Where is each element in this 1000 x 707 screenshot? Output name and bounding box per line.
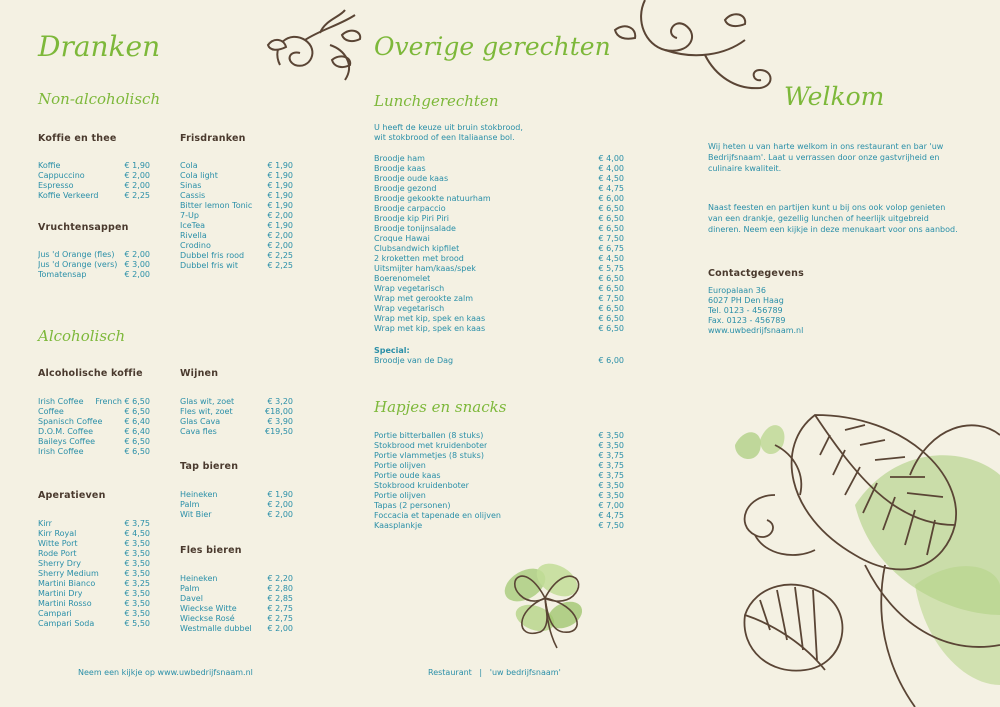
- list-item: [180, 510, 293, 520]
- list-item: [38, 161, 150, 171]
- item-price: € 3,50: [124, 589, 150, 598]
- item-name: Stokbrood kruidenboter: [374, 481, 469, 490]
- list-item: [374, 214, 624, 224]
- item-price: € 2,00: [267, 211, 293, 220]
- item-name: Wrap met kip, spek en kaas: [374, 314, 486, 323]
- item-name: Portie olijven: [374, 461, 426, 470]
- item-price: € 4,00: [598, 164, 624, 173]
- list-item: [38, 181, 150, 191]
- item-price: € 2,00: [124, 270, 150, 279]
- item-price: € 2,00: [267, 510, 293, 519]
- list-item: [38, 250, 150, 260]
- list-item: [374, 521, 624, 531]
- list-item: [180, 231, 293, 241]
- item-price: €19,50: [265, 427, 293, 436]
- wijnen-list: [180, 397, 293, 437]
- item-price: € 3,50: [598, 481, 624, 490]
- list-item: [180, 261, 293, 271]
- list-item: [38, 589, 150, 599]
- item-price: € 2,00: [267, 624, 293, 633]
- item-price: € 6,00: [598, 356, 624, 365]
- item-price: € 6,50: [598, 324, 624, 333]
- item-name: Baileys Coffee: [38, 437, 96, 446]
- welcome-line: Bedrijfsnaam'. Laat u verrassen door onze gastvrijheid en: [708, 153, 940, 162]
- list-item: [374, 194, 624, 204]
- item-name: Broodje gezond: [374, 184, 437, 193]
- item-price: € 1,90: [267, 161, 293, 170]
- item-price: € 2,00: [267, 241, 293, 250]
- item-price: € 2,20: [267, 574, 293, 583]
- list-item: [180, 624, 293, 634]
- item-name: Broodje oude kaas: [374, 174, 449, 183]
- feesten-line: Naast feesten en partijen kunt u bij ons ook volop genieten: [708, 203, 946, 212]
- contact-phone: Tel. 0123 - 456789: [708, 306, 783, 315]
- item-price: € 6,50: [598, 224, 624, 233]
- item-name: Wrap vegetarisch: [374, 284, 445, 293]
- item-name: Rivella: [180, 231, 207, 240]
- wijnen-heading: Wijnen: [180, 368, 219, 379]
- alcoholische-koffie-list: [38, 397, 150, 457]
- item-name: Palm: [180, 500, 200, 509]
- vruchtensappen-list: [38, 250, 150, 280]
- item-price: € 1,90: [267, 221, 293, 230]
- swirl-ornament-icon: [605, 0, 780, 105]
- item-name: Kirr: [38, 519, 52, 528]
- item-name: IceTea: [180, 221, 206, 230]
- list-item: [374, 154, 624, 164]
- list-item: [374, 224, 624, 234]
- item-name: Wrap met gerookte zalm: [374, 294, 474, 303]
- list-item: [374, 481, 624, 491]
- welkom-title: Welkom: [784, 82, 885, 111]
- item-name: Wrap met kip, spek en kaas: [374, 324, 486, 333]
- item-name: Koffie Verkeerd: [38, 191, 99, 200]
- list-item: [374, 184, 624, 194]
- list-item: [180, 211, 293, 221]
- list-item: [180, 574, 293, 584]
- list-item: [374, 234, 624, 244]
- list-item: [374, 294, 624, 304]
- item-price: € 3,50: [124, 569, 150, 578]
- item-name: Portie oude kaas: [374, 471, 441, 480]
- item-price: € 4,50: [598, 254, 624, 263]
- restaurant-footer: Restaurant | 'uw bedrijfsnaam': [428, 668, 561, 677]
- item-name: Jus 'd Orange (vers): [38, 260, 118, 269]
- item-name: Davel: [180, 594, 203, 603]
- item-name: Fles wit, zoet: [180, 407, 233, 416]
- item-name: Coffee: [38, 407, 64, 416]
- fles-bieren-list: [180, 574, 293, 634]
- lunch-intro-line: U heeft de keuze uit bruin stokbrood,: [374, 123, 523, 132]
- list-item: [374, 314, 624, 324]
- item-price: € 6,75: [598, 244, 624, 253]
- item-price: € 2,00: [267, 500, 293, 509]
- item-name: Heineken: [180, 574, 218, 583]
- contact-block: [708, 286, 803, 336]
- item-name: Campari: [38, 609, 72, 618]
- list-item: [38, 579, 150, 589]
- item-price: € 3,50: [124, 609, 150, 618]
- item-price: € 3,75: [598, 451, 624, 460]
- item-price: € 3,50: [598, 431, 624, 440]
- list-item: [374, 174, 624, 184]
- list-item: [374, 324, 624, 334]
- frisdranken-list: [180, 161, 293, 271]
- list-item: [38, 529, 150, 539]
- list-item: [38, 569, 150, 579]
- item-name: Tomatensap: [38, 270, 87, 279]
- item-name: Wieckse Rosé: [180, 614, 235, 623]
- list-item: [38, 599, 150, 609]
- aperatieven-heading: Aperatieven: [38, 490, 106, 501]
- item-price: € 3,50: [124, 559, 150, 568]
- item-name: Kirr Royal: [38, 529, 77, 538]
- item-name: 7-Up: [180, 211, 199, 220]
- item-name: Wit Bier: [180, 510, 212, 519]
- item-price: € 7,50: [598, 521, 624, 530]
- non-alcoholisch-heading: Non-alcoholisch: [38, 90, 161, 108]
- list-item: [38, 397, 150, 407]
- feesten-line: dineren. Neem een kijkje in deze menukaart voor ons aanbod.: [708, 225, 958, 234]
- item-name: Cola light: [180, 171, 218, 180]
- frisdranken-heading: Frisdranken: [180, 133, 246, 144]
- koffie-en-thee-heading: Koffie en thee: [38, 133, 117, 144]
- item-name: Croque Hawai: [374, 234, 430, 243]
- list-item: [374, 491, 624, 501]
- list-item: [180, 191, 293, 201]
- list-item: [180, 407, 293, 417]
- lunch-list: [374, 154, 624, 334]
- item-name: Broodje tonijnsalade: [374, 224, 456, 233]
- list-item: [374, 511, 624, 521]
- item-price: € 4,75: [598, 511, 624, 520]
- item-name: Dubbel fris rood: [180, 251, 245, 260]
- item-price: € 3,50: [598, 491, 624, 500]
- item-price: € 3,50: [124, 549, 150, 558]
- item-price: € 2,00: [124, 250, 150, 259]
- list-item: [180, 490, 293, 500]
- item-name: Glas wit, zoet: [180, 397, 235, 406]
- item-name: Cappuccino: [38, 171, 85, 180]
- item-name: Stokbrood met kruidenboter: [374, 441, 488, 450]
- item-price: € 7,50: [598, 294, 624, 303]
- item-price: € 2,75: [267, 614, 293, 623]
- vruchtensappen-heading: Vruchtensappen: [38, 222, 129, 233]
- fles-bieren-heading: Fles bieren: [180, 545, 242, 556]
- list-item: [180, 251, 293, 261]
- leaf-ornament-icon: [715, 385, 1000, 707]
- item-name: Cassis: [180, 191, 206, 200]
- list-item: [38, 191, 150, 201]
- item-price: € 2,75: [267, 604, 293, 613]
- hapjes-list: [374, 431, 624, 531]
- list-item: [374, 264, 624, 274]
- item-name: Sinas: [180, 181, 202, 190]
- item-price: € 4,00: [598, 154, 624, 163]
- list-item: [38, 609, 150, 619]
- list-item: [38, 619, 150, 629]
- list-item: [38, 260, 150, 270]
- list-item: [374, 441, 624, 451]
- item-name: 2 kroketten met brood: [374, 254, 464, 263]
- item-name: Broodje carpaccio: [374, 204, 446, 213]
- item-name: Portie olijven: [374, 491, 426, 500]
- list-item: [38, 549, 150, 559]
- item-name: Glas Cava: [180, 417, 221, 426]
- aperatieven-list: [38, 519, 150, 629]
- item-name: Bitter lemon Tonic: [180, 201, 253, 210]
- item-price: € 2,00: [124, 181, 150, 190]
- koffie-list: [38, 161, 150, 201]
- item-price: € 3,50: [124, 539, 150, 548]
- item-name: Martini Rosso: [38, 599, 92, 608]
- item-price: € 2,80: [267, 584, 293, 593]
- item-name: Crodino: [180, 241, 211, 250]
- list-item: [38, 539, 150, 549]
- list-item: [374, 451, 624, 461]
- item-name: Broodje van de Dag: [374, 356, 454, 365]
- item-name: Jus 'd Orange (fles): [38, 250, 115, 259]
- item-price: French € 6,50: [95, 397, 150, 406]
- alcoholisch-heading: Alcoholisch: [38, 327, 126, 345]
- item-price: € 2,00: [124, 171, 150, 180]
- item-name: Broodje gekookte natuurham: [374, 194, 491, 203]
- list-item: [374, 254, 624, 264]
- item-price: € 6,50: [124, 407, 150, 416]
- item-price: € 7,00: [598, 501, 624, 510]
- item-price: € 1,90: [267, 191, 293, 200]
- item-name: Dubbel fris wit: [180, 261, 239, 270]
- item-price: € 3,25: [124, 579, 150, 588]
- item-price: € 4,75: [598, 184, 624, 193]
- item-price: € 6,50: [598, 274, 624, 283]
- lunch-intro: [374, 123, 523, 143]
- list-item: [374, 274, 624, 284]
- item-name: Espresso: [38, 181, 74, 190]
- item-name: Irish Coffee: [38, 447, 84, 456]
- list-item: [374, 471, 624, 481]
- item-name: Wieckse Witte: [180, 604, 237, 613]
- item-name: Martini Dry: [38, 589, 83, 598]
- item-name: Irish Coffee: [38, 397, 84, 406]
- contact-website[interactable]: www.uwbedrijfsnaam.nl: [708, 326, 804, 335]
- list-item: [374, 431, 624, 441]
- item-price: € 5,50: [124, 619, 150, 628]
- special-block: [374, 346, 624, 366]
- lunchgerechten-heading: Lunchgerechten: [374, 92, 499, 110]
- item-name: Uitsmijter ham/kaas/spek: [374, 264, 476, 273]
- list-item: [374, 284, 624, 294]
- list-item: [374, 164, 624, 174]
- list-item: [180, 171, 293, 181]
- item-price: € 3,50: [598, 441, 624, 450]
- flower-ornament-icon: [495, 540, 595, 650]
- item-name: Rode Port: [38, 549, 77, 558]
- list-item: [374, 356, 624, 366]
- item-name: Clubsandwich kipfilet: [374, 244, 460, 253]
- item-price: € 6,50: [598, 304, 624, 313]
- contact-postcode: 6027 PH Den Haag: [708, 296, 784, 305]
- tap-bieren-list: [180, 490, 293, 520]
- item-price: € 1,90: [267, 201, 293, 210]
- list-item: [374, 204, 624, 214]
- contactgegevens-heading: Contactgegevens: [708, 268, 804, 279]
- list-item: [38, 171, 150, 181]
- item-price: € 3,75: [598, 461, 624, 470]
- item-name: Portie vlammetjes (8 stuks): [374, 451, 484, 460]
- list-item: [180, 397, 293, 407]
- list-item: [38, 270, 150, 280]
- list-item: [374, 244, 624, 254]
- list-item: [38, 437, 150, 447]
- item-price: € 1,90: [124, 161, 150, 170]
- tap-bieren-heading: Tap bieren: [180, 461, 239, 472]
- item-name: Campari Soda: [38, 619, 95, 628]
- item-price: € 2,00: [267, 231, 293, 240]
- list-item: [180, 417, 293, 427]
- item-name: Boerenomelet: [374, 274, 431, 283]
- item-price: € 6,00: [598, 194, 624, 203]
- item-price: € 4,50: [124, 529, 150, 538]
- list-item: [374, 461, 624, 471]
- item-name: Witte Port: [38, 539, 78, 548]
- list-item: [180, 500, 293, 510]
- list-item: [38, 427, 150, 437]
- feesten-line: van een drankje, gezellig lunchen of heerlijk uitgebreid: [708, 214, 929, 223]
- welcome-line: culinaire kwaliteit.: [708, 164, 782, 173]
- lunch-intro-line: wit stokbrood of een Italiaanse bol.: [374, 133, 515, 142]
- item-price: € 6,50: [598, 204, 624, 213]
- item-price: € 6,50: [598, 284, 624, 293]
- item-name: Kaasplankje: [374, 521, 423, 530]
- item-name: Broodje kip Piri Piri: [374, 214, 449, 223]
- list-item: [180, 181, 293, 191]
- list-item: [180, 201, 293, 211]
- list-item: [374, 304, 624, 314]
- list-item: [38, 519, 150, 529]
- website-footer: Neem een kijkje op www.uwbedrijfsnaam.nl: [78, 668, 253, 677]
- dranken-title: Dranken: [38, 30, 161, 63]
- item-price: € 2,85: [267, 594, 293, 603]
- item-price: € 4,50: [598, 174, 624, 183]
- list-item: [38, 559, 150, 569]
- item-price: € 3,20: [267, 397, 293, 406]
- welcome-line: Wij heten u van harte welkom in ons restaurant en bar 'uw: [708, 142, 944, 151]
- item-name: Cola: [180, 161, 198, 170]
- item-name: Portie bitterballen (8 stuks): [374, 431, 484, 440]
- item-price: € 2,25: [267, 261, 293, 270]
- alcoholische-koffie-heading: Alcoholische koffie: [38, 368, 143, 379]
- contact-address: Europalaan 36: [708, 286, 766, 295]
- list-item: [38, 447, 150, 457]
- special-label: Special:: [374, 346, 410, 355]
- item-name: Broodje ham: [374, 154, 425, 163]
- item-name: Cava fles: [180, 427, 217, 436]
- list-item: [180, 604, 293, 614]
- contact-fax: Fax. 0123 - 456789: [708, 316, 786, 325]
- list-item: [180, 161, 293, 171]
- item-price: € 3,75: [124, 519, 150, 528]
- item-name: Sherry Medium: [38, 569, 99, 578]
- list-item: [38, 407, 150, 417]
- hapjes-heading: Hapjes en snacks: [374, 398, 507, 416]
- item-name: Spanisch Coffee: [38, 417, 103, 426]
- item-name: Palm: [180, 584, 200, 593]
- item-name: Broodje kaas: [374, 164, 426, 173]
- item-price: € 3,75: [598, 471, 624, 480]
- item-name: Sherry Dry: [38, 559, 81, 568]
- item-price: € 1,90: [267, 490, 293, 499]
- item-price: € 2,25: [267, 251, 293, 260]
- welcome-paragraph: [708, 141, 943, 174]
- item-price: € 6,40: [124, 417, 150, 426]
- item-price: € 6,50: [598, 214, 624, 223]
- item-price: € 3,90: [267, 417, 293, 426]
- item-price: € 6,50: [598, 314, 624, 323]
- item-price: € 3,00: [124, 260, 150, 269]
- list-item: [180, 614, 293, 624]
- swirl-ornament-icon: [260, 5, 380, 90]
- item-price: € 2,25: [124, 191, 150, 200]
- feesten-paragraph: [708, 202, 958, 235]
- item-name: Heineken: [180, 490, 218, 499]
- list-item: [180, 594, 293, 604]
- item-name: Koffie: [38, 161, 61, 170]
- item-price: € 7,50: [598, 234, 624, 243]
- list-item: [180, 584, 293, 594]
- item-name: Tapas (2 personen): [374, 501, 451, 510]
- item-price: € 5,75: [598, 264, 624, 273]
- item-name: D.O.M. Coffee: [38, 427, 94, 436]
- item-price: € 1,90: [267, 181, 293, 190]
- list-item: [38, 417, 150, 427]
- list-item: [180, 221, 293, 231]
- item-name: Martini Bianco: [38, 579, 96, 588]
- item-price: € 6,50: [124, 447, 150, 456]
- item-price: € 6,40: [124, 427, 150, 436]
- item-price: € 1,90: [267, 171, 293, 180]
- item-name: Wrap vegetarisch: [374, 304, 445, 313]
- item-name: Foccacia et tapenade en olijven: [374, 511, 501, 520]
- item-price: €18,00: [265, 407, 293, 416]
- item-name: Westmalle dubbel: [180, 624, 252, 633]
- item-price: € 6,50: [124, 437, 150, 446]
- overige-gerechten-title: Overige gerechten: [374, 32, 611, 61]
- list-item: [180, 241, 293, 251]
- list-item: [374, 501, 624, 511]
- item-price: € 3,50: [124, 599, 150, 608]
- list-item: [180, 427, 293, 437]
